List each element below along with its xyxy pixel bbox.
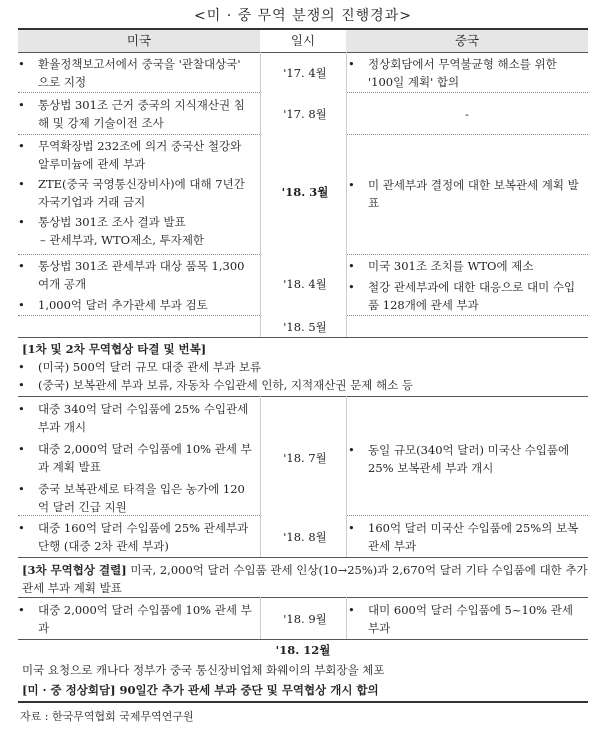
col-sep-2b — [346, 396, 347, 557]
col-sep-1b — [260, 396, 261, 557]
header-us: 미국 — [18, 30, 260, 52]
row-1-cn: • 정상회담에서 무역불균형 해소를 위한 '100일 계획' 합의 — [348, 57, 557, 89]
header-rule — [18, 52, 588, 53]
dec-date: '18. 12월 — [275, 643, 331, 657]
row-1-rule-left — [18, 92, 260, 93]
row-5-date: '18. 5월 — [283, 320, 327, 334]
dec-summit: [미 · 중 정상회담] 90일간 추가 관세 부과 중단 및 무역협상 개시 합의 — [22, 683, 379, 697]
row-3-date: '18. 3월 — [281, 185, 329, 199]
row-7-rule-right — [346, 515, 588, 516]
row-1-date: '17. 4월 — [283, 66, 327, 80]
header-date: 일시 — [290, 33, 316, 48]
row-3-cn: • 미 관세부과 결정에 대한 보복관세 계획 발표 — [348, 178, 579, 210]
col-sep-1a — [260, 52, 261, 337]
row-3-rule-right — [346, 254, 588, 255]
row-4-date: '18. 4월 — [283, 277, 327, 291]
row-7-rule-left — [18, 515, 260, 516]
row-2-rule-left — [18, 134, 260, 135]
row-1-rule-right — [346, 92, 588, 93]
row-2-rule-right — [346, 134, 588, 135]
row-9-cn: • 대미 600억 달러 수입품에 5~10% 관세 부과 — [348, 603, 573, 635]
table-title: <미 · 중 무역 분쟁의 진행경과> — [194, 8, 412, 24]
row-4-us: • 통상법 301조 관세부과 대상 품목 1,300여개 공개 • 1,000억 달러 추가관세 부과 검토 — [18, 259, 245, 312]
row-7-cn: • 동일 규모(340억 달러) 미국산 수입품에 25% 보복관세 부과 개시 — [348, 443, 570, 475]
negotiation-1-heading: [1차 및 2차 무역협상 타결 및 번복] — [22, 342, 207, 356]
row-3-us: • 무역확장법 232조에 의거 중국산 철강와 알루미늄에 관세 부과 • ZTE(중국 국영통신장비사)에 대해 7년간 자국기업과 거래 금지 • 통상법 301조 조사 결과 발표 – 관세부과, WTO제소, 투자제한 — [18, 139, 245, 247]
row-8-cn: • 160억 달러 미국산 수입품에 25%의 보복관세 부과 — [348, 521, 579, 553]
may-rule — [18, 337, 588, 338]
row-7-date: '18. 7월 — [283, 451, 327, 465]
col-sep-2a — [346, 52, 347, 337]
dec-text: 미국 요청으로 캐나다 정부가 중국 통신장비업체 화웨이의 부회장을 체포 — [22, 663, 385, 677]
row-9-date: '18. 9월 — [283, 612, 327, 626]
negotiation-3 — [22, 561, 588, 597]
bottom-rule — [18, 701, 588, 703]
row-1-us: • 환율정책보고서에서 중국을 '관찰대상국' 으로 지정 — [18, 57, 241, 89]
row-2-us: • 통상법 301조 근거 중국의 지식재산권 침해 및 강제 기술이전 조사 — [18, 98, 245, 130]
negotiation-3-text: 미국, 2,000억 달러 수입품 관세 인상(10→25%)과 2,670억 달러 기타 수입품에 대한 추가 관세 부과 계획 발표 — [22, 563, 588, 595]
row-8-rule — [18, 557, 588, 558]
row-8-date: '18. 8월 — [283, 530, 327, 544]
row-4-cn: • 미국 301조 조치를 WTO에 제소 • 철강 관세부과에 대한 대응으로 대미 수입품 128개에 관세 부과 — [348, 259, 576, 312]
row-2-cn: - — [465, 107, 469, 121]
negotiation-3-rule — [18, 597, 588, 598]
source-note: 자료 : 한국무역협회 국제무역연구원 — [20, 710, 194, 723]
row-9-rule — [18, 639, 588, 640]
row-4-rule-left — [18, 315, 260, 316]
row-9-us: • 대중 2,000억 달러 수입품에 10% 관세 부과 — [18, 603, 252, 635]
row-4-rule-right — [346, 315, 588, 316]
row-8-us: • 대중 160억 달러 수입품에 25% 관세부과 단행 (대중 2차 관세 부과) — [18, 521, 249, 553]
row-7-us: • 대중 340억 달러 수입품에 25% 수입관세 부과 개시 • 대중 2,000억 달러 수입품에 10% 관세 부과 계획 발표 • 중국 보복관세로 타격을 입은 농가에 120억 달러 긴급 지원 — [18, 402, 252, 514]
col-sep-2c — [346, 597, 347, 639]
col-sep-1c — [260, 597, 261, 639]
header-cn: 중국 — [346, 30, 588, 52]
negotiation-1-items: • (미국) 500억 달러 규모 대중 관세 부과 보류 • (중국) 보복관세 부과 보류, 자동차 수입관세 인하, 지적재산권 문제 해소 등 — [18, 360, 413, 392]
negotiation-1-rule — [18, 396, 588, 397]
row-3-rule-left — [18, 254, 260, 255]
row-2-date: '17. 8월 — [283, 107, 327, 121]
negotiation-3-heading: [3차 무역협상 결렬] — [22, 563, 127, 577]
